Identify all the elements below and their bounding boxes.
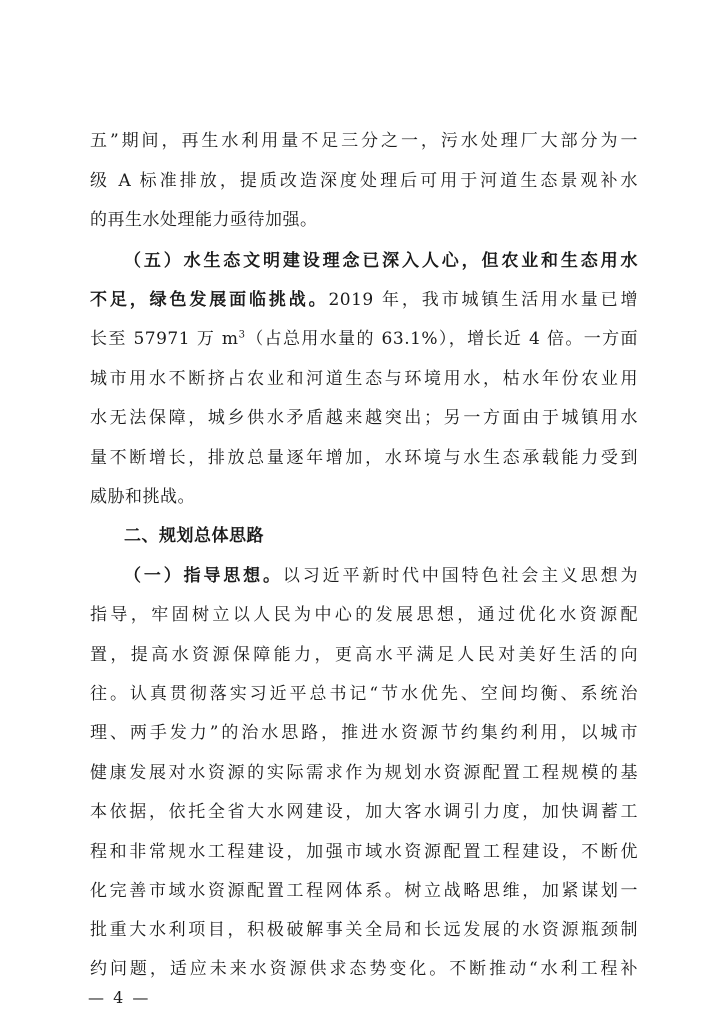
paragraph-line: 量不断增长，排放总量逐年增加，水环境与水生态承载能力受到 xyxy=(90,448,638,468)
paragraph-line: 理、两手发力”的治水思路，推进水资源节约集约利用，以城市 xyxy=(90,723,638,743)
paragraph-line: 置，提高水资源保障能力，更高水平满足人民对美好生活的向 xyxy=(90,645,638,665)
paragraph-line: 城市用水不断挤占农业和河道生态与环境用水，枯水年份农业用 xyxy=(90,369,638,389)
paragraph-line: 本依据，依托全省大水网建设，加大客水调引力度，加快调蓄工 xyxy=(90,802,638,822)
paragraph-line xyxy=(90,324,638,354)
page-number: — 4 — xyxy=(88,988,151,1007)
paragraph-text: 以习近平新时代中国特色社会主义思想为 xyxy=(282,566,639,586)
paragraph-line xyxy=(90,285,638,315)
bold-lead-text: 不足，绿色发展面临挑战。 xyxy=(90,290,329,310)
superscript: 3 xyxy=(238,329,246,341)
paragraph-line xyxy=(90,561,638,591)
paragraph-line: 约问题，适应未来水资源供求态势变化。不断推动“水利工程补 xyxy=(90,959,638,979)
paragraph-line: 批重大水利项目，积极破解事关全局和长远发展的水资源瓶颈制 xyxy=(90,920,638,940)
paragraph-line: 的再生水处理能力亟待加强。 xyxy=(90,210,318,230)
paragraph-line: 级 A 标准排放，提质改造深度处理后可用于河道生态景观补水 xyxy=(90,171,638,191)
paragraph-line: 五”期间，再生水利用量不足三分之一，污水处理厂大部分为一 xyxy=(90,131,638,151)
paragraph-line: 往。认真贯彻落实习近平总书记“节水优先、空间均衡、系统治 xyxy=(90,684,638,704)
paragraph-text: （占总用水量的 63.1%），增长近 4 倍。一方面 xyxy=(245,329,638,349)
paragraph-line: 程和非常规水工程建设，加强市域水资源配置工程建设，不断优 xyxy=(90,842,638,862)
paragraph-line: 指导，牢固树立以人民为中心的发展思想，通过优化水资源配 xyxy=(90,605,638,625)
paragraph-line xyxy=(90,246,638,276)
paragraph-line: 化完善市域水资源配置工程网体系。树立战略思维，加紧谋划一 xyxy=(90,881,638,901)
paragraph-line: 健康发展对水资源的实际需求作为规划水资源配置工程规模的基 xyxy=(90,763,638,783)
paragraph-line: 水无法保障，城乡供水矛盾越来越突出；另一方面由于城镇用水 xyxy=(90,408,638,428)
paragraph-text: 2019 年，我市城镇生活用水量已增 xyxy=(328,290,639,310)
section-heading: 二、规划总体思路 xyxy=(124,526,264,546)
bold-lead-text: （五）水生态文明建设理念已深入人心，但农业和生态用水 xyxy=(124,251,638,271)
paragraph-text: 长至 57971 万 m xyxy=(90,329,239,349)
bold-lead-text: （一）指导思想。 xyxy=(124,566,283,586)
paragraph-line: 威胁和挑战。 xyxy=(90,487,195,507)
